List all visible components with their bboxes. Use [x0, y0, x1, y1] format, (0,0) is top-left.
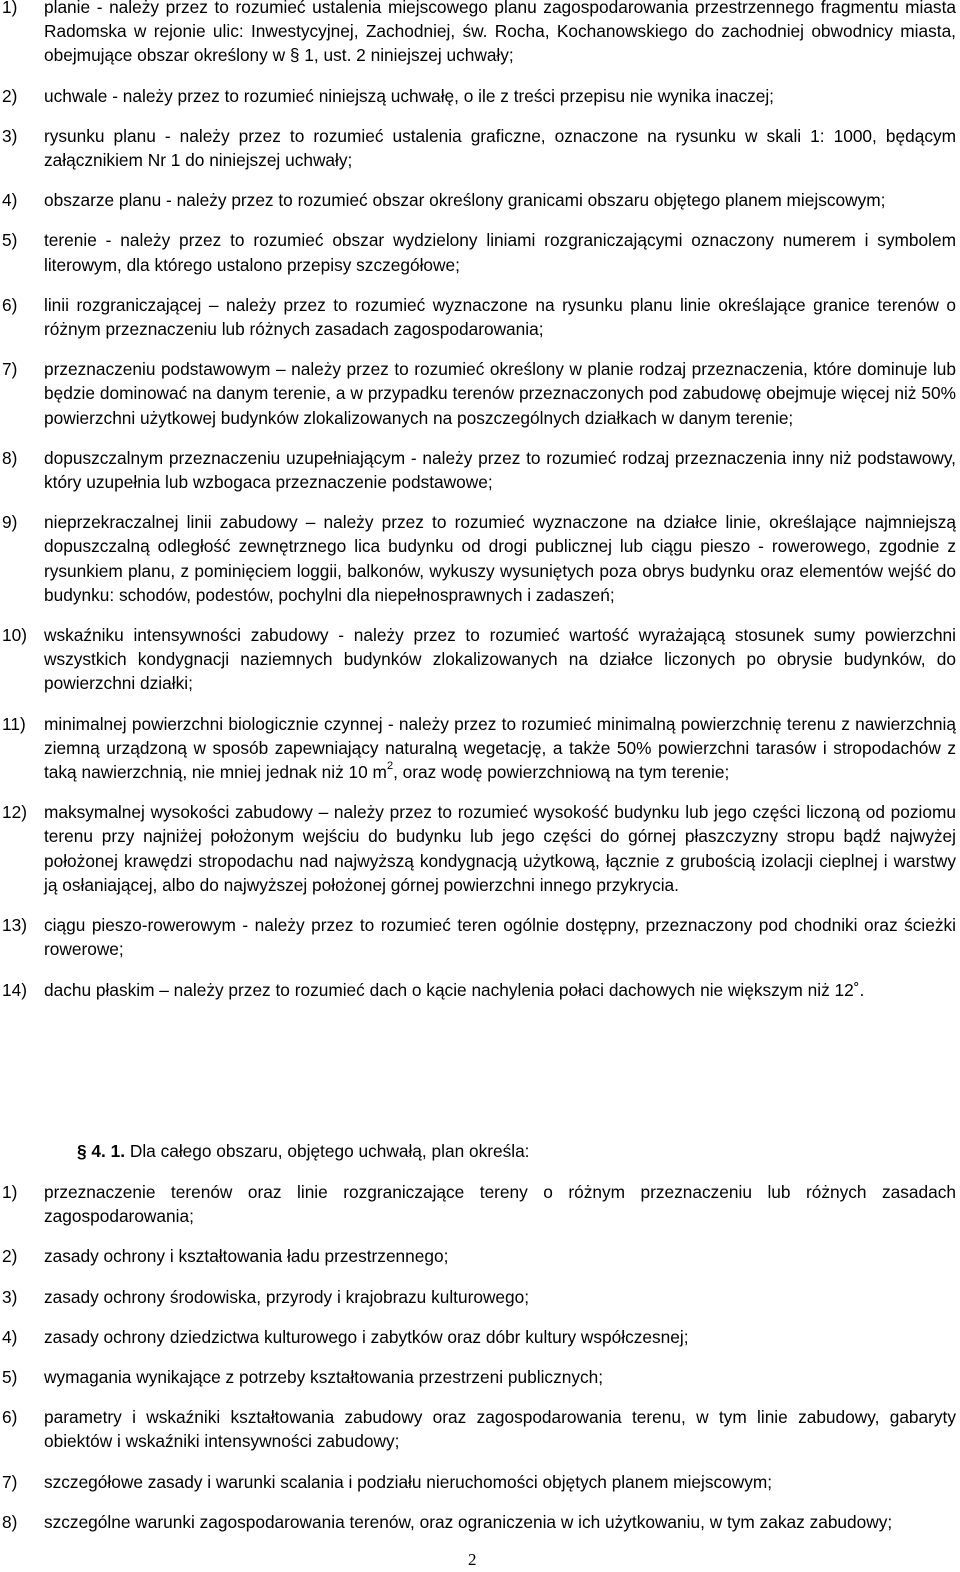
item-number: 3): [2, 1286, 18, 1307]
item-text: zasady ochrony dziedzictwa kulturowego i zabytków oraz dóbr kultury współczesnej;: [44, 1326, 689, 1347]
item-text: uchwale - należy przez to rozumieć niniejszą uchwałę, o ile z treści przepisu nie wynika inaczej;: [44, 85, 774, 106]
section-number: § 4. 1.: [77, 1141, 126, 1161]
item-text: dopuszczalnym przeznaczeniu uzupełniającym - należy przez to rozumieć rodzaj przeznaczenia inny niż podstawowy, który uzupełnia lub wzbogaca przeznaczenie podstawowe;: [44, 447, 956, 493]
item-number: 8): [2, 447, 18, 468]
definition-item: [0, 0, 956, 68]
item-number: 7): [2, 359, 18, 380]
scope-item: [0, 1180, 956, 1228]
item-number: 10): [2, 625, 27, 646]
item-text: zasady ochrony i kształtowania ładu przestrzennego;: [44, 1246, 449, 1267]
section-heading: [77, 1139, 530, 1163]
item-number: 2): [2, 1246, 18, 1267]
item-text: przeznaczenie terenów oraz linie rozgraniczające tereny o różnym przeznaczeniu lub różnych zasadach zagospodarowania;: [44, 1182, 956, 1227]
item-text: szczególne warunki zagospodarowania terenów, oraz ograniczenia w ich użytkowaniu, w tym zakaz zabudowy;: [44, 1511, 893, 1532]
item-number: 1): [2, 1182, 18, 1202]
item-text: rysunku planu - należy przez to rozumieć ustalenia graficzne, oznaczone na rysunku w skali 1: 1000, będącym załącznikiem Nr 1 do niniejszej uchwały;: [44, 125, 956, 171]
superscript: 2: [386, 760, 394, 773]
item-number: 5): [2, 230, 18, 251]
definition-item: [0, 800, 956, 897]
scope-item: [0, 1365, 956, 1389]
item-number: 7): [2, 1471, 18, 1492]
definition-item: [0, 623, 956, 696]
item-number: 11): [2, 713, 26, 734]
item-text: dachu płaskim – należy przez to rozumieć dach o kącie nachylenia połaci dachowych nie większym niż 12˚.: [44, 979, 865, 1000]
definition-item: [0, 712, 956, 785]
item-number: 6): [2, 1407, 18, 1428]
definition-item: [0, 228, 956, 276]
item-text: zasady ochrony środowiska, przyrody i krajobrazu kulturowego;: [44, 1286, 530, 1307]
item-text: szczegółowe zasady i warunki scalania i podziału nieruchomości objętych planem miejscowym;: [44, 1471, 773, 1492]
item-number: 12): [2, 802, 27, 823]
item-text: linii rozgraniczającej – należy przez to rozumieć wyznaczone na rysunku planu linie określające granice terenów o różnym przeznaczeniu lub różnych zasadach zagospodarowania;: [44, 294, 956, 340]
definition-item: [0, 978, 956, 1002]
scope-item: [0, 1405, 956, 1453]
item-text: wymagania wynikające z potrzeby kształtowania przestrzeni publicznych;: [44, 1367, 604, 1388]
definition-item: [0, 188, 956, 212]
item-number: 2): [2, 85, 18, 106]
item-text: obszarze planu - należy przez to rozumieć obszar określony granicami obszaru objętego planem miejscowym;: [44, 190, 886, 211]
item-text-part: minimalnej powierzchni biologicznie czynnej - należy przez to rozumieć minimalną powierzchnię terenu z nawierzchnią ziemną urządzoną w sposób zapewniający naturalną wegetację, a także 50% powierzchni tarasów i stropodachów z taką nawierzchnią, nie mniej jednak niż 10 m: [44, 713, 956, 783]
item-text: terenie - należy przez to rozumieć obszar wydzielony liniami rozgraniczającymi oznaczony numerem i symbolem literowym, dla którego ustalono przepisy szczegółowe;: [44, 230, 956, 275]
item-number: 1): [2, 0, 18, 17]
item-text: przeznaczeniu podstawowym – należy przez to rozumieć określony w planie rodzaj przeznaczenia, które dominuje lub będzie dominować na danym terenie, a w przypadku terenów przeznaczonych pod zabudowę obejmuje więcej niż 50% powierzchni użytkowej budynków zlokalizowanych na poszczególnych działkach w danym terenie;: [44, 359, 956, 428]
scope-item: [0, 1510, 956, 1534]
item-text: maksymalnej wysokości zabudowy – należy przez to rozumieć wysokość budynku lub jego części liczoną od poziomu terenu przy najniżej położonym wejściu do budynku lub jego części do górnej płaszczyzny stropu bądź najwyżej położonej krawędzi stropodachu nad najwyższą kondygnacją użytkową, łącznie z grubością izolacji cieplnej i warstwy ją osłaniającej, albo do najwyższej położonej górnej powierzchni innego przykrycia.: [44, 802, 956, 895]
item-number: 5): [2, 1367, 18, 1388]
definition-item: [0, 446, 956, 494]
item-number: 6): [2, 294, 18, 315]
definition-item: [0, 913, 956, 961]
item-number: 4): [2, 190, 18, 211]
scope-item: [0, 1285, 956, 1309]
item-text: nieprzekraczalnej linii zabudowy – należy przez to rozumieć wyznaczone na działce linie, określające najmniejszą dopuszczalną odległość zewnętrznego lica budynku od drogi publicznej lub ciągu pieszo - rowerowego, zgodnie z rysunkiem planu, z pominięciem loggii, balkonów, wykuszy wysuniętych poza obrys budynku oraz elementów wejść do budynku: schodów, podestów, pochylni dla niepełnosprawnych i zadaszeń;: [44, 512, 956, 605]
item-text: ciągu pieszo-rowerowym - należy przez to rozumieć teren ogólnie dostępny, przeznaczony pod chodniki oraz ścieżki rowerowe;: [44, 915, 956, 960]
scope-item: [0, 1470, 956, 1494]
definition-item: [0, 293, 956, 341]
item-text: planie - należy przez to rozumieć ustalenia miejscowego planu zagospodarowania przestrzennego fragmentu miasta Radomska w rejonie ulic: Inwestycyjnej, Zachodniej, św. Rocha, Kochanowskiego do zachodniej obwodnicy miasta, obejmujące obszar określony w § 1, ust. 2 niniejszej uchwały;: [44, 0, 956, 66]
scope-item: [0, 1325, 956, 1349]
definition-item: [0, 84, 956, 108]
item-text: parametry i wskaźniki kształtowania zabudowy oraz zagospodarowania terenu, w tym linie zabudowy, gabaryty obiektów i wskaźniki intensywności zabudowy;: [44, 1407, 956, 1452]
item-number: 14): [2, 979, 27, 1000]
item-text: wskaźniku intensywności zabudowy - należy przez to rozumieć wartość wyrażającą stosunek sumy powierzchni wszystkich kondygnacji naziemnych budynków zlokalizowanych na działce liczonych po obrysie budynków, do powierzchni działki;: [44, 625, 956, 694]
definition-item: [0, 510, 956, 607]
item-number: 9): [2, 512, 18, 533]
item-text: [44, 714, 956, 782]
scope-list: [0, 1180, 956, 1550]
definition-item: [0, 124, 956, 172]
scope-item: [0, 1244, 956, 1268]
definition-item: [0, 357, 956, 430]
item-number: 8): [2, 1511, 18, 1532]
item-text-part: , oraz wodę powierzchniową na tym terenie;: [393, 762, 730, 783]
page-number: 2: [468, 1550, 477, 1569]
item-number: 4): [2, 1326, 18, 1347]
section-text: Dla całego obszaru, objętego uchwałą, plan określa:: [125, 1141, 530, 1161]
item-number: 3): [2, 125, 18, 146]
item-number: 13): [2, 915, 27, 936]
